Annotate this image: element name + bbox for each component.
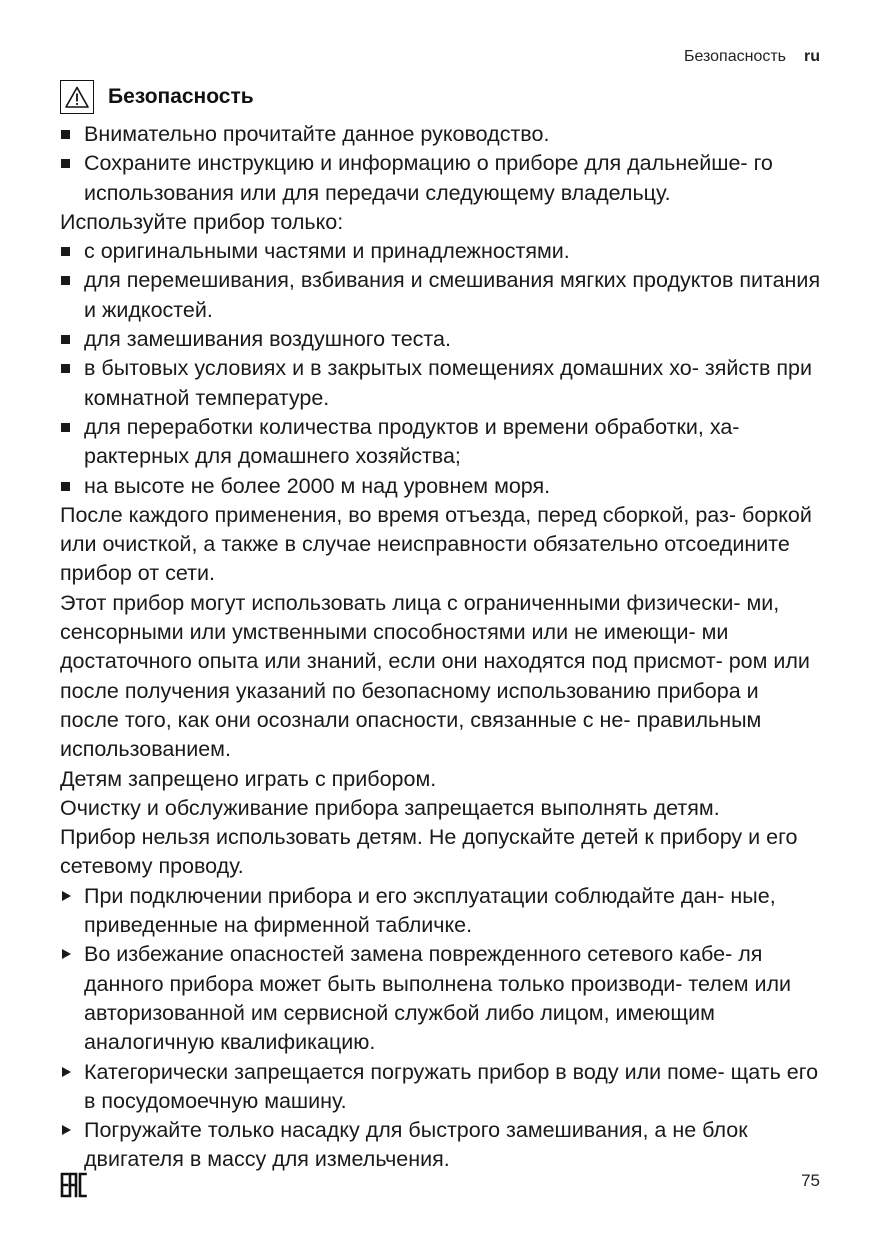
intro-list xyxy=(60,120,822,208)
page-number: 75 xyxy=(801,1171,820,1190)
eac-certification-mark xyxy=(60,1172,88,1203)
use-only-label: Используйте прибор только: xyxy=(60,209,344,234)
paragraph-children-cleaning: Очистку и обслуживание прибора запрещается выполнять детям. xyxy=(60,795,720,820)
use-list xyxy=(60,237,822,501)
running-header xyxy=(684,48,820,66)
instruction-item: Категорически запрещается погружать прибор в воду или поме- щать его в посудомоечную машину. xyxy=(60,1058,822,1117)
use-item: на высоте не более 2000 м над уровнем моря. xyxy=(60,472,822,501)
use-item: для переработки количества продуктов и времени обработки, ха- рактерных для домашнего хозяйства; xyxy=(60,413,822,472)
use-item: в бытовых условиях и в закрытых помещениях домашних хо- зяйств при комнатной температуре. xyxy=(60,354,822,413)
paragraph-limited-abilities: Этот прибор могут использовать лица с ограниченными физически- ми, сенсорными или умственными способностями или не имеющи- ми достаточного опыта или знаний, если они находятся под присмот- ром или после получения указаний по безопасному использованию прибора и после того, как они осознали опасности, связанные с не- правильным использованием. xyxy=(60,590,810,762)
paragraph-children-use: Прибор нельзя использовать детям. Не допускайте детей к прибору и его сетевому проводу. xyxy=(60,825,798,879)
use-item: с оригинальными частями и принадлежностями. xyxy=(60,237,822,266)
section-title: Безопасность xyxy=(108,85,254,108)
document-body xyxy=(60,120,822,1175)
warning-triangle-icon xyxy=(60,80,94,114)
paragraph-children-play: Детям запрещено играть с прибором. xyxy=(60,766,437,791)
running-header-language: ru xyxy=(804,48,820,65)
instruction-list xyxy=(60,882,822,1175)
intro-item: Сохраните инструкцию и информацию о приборе для дальнейше- го использования или для передачи следующему владельцу. xyxy=(60,149,822,208)
section-heading xyxy=(60,80,254,114)
instruction-item: Погружайте только насадку для быстрого замешивания, а не блок двигателя в массу для измельчения. xyxy=(60,1116,822,1175)
use-item: для замешивания воздушного теста. xyxy=(60,325,822,354)
use-item: для перемешивания, взбивания и смешивания мягких продуктов питания и жидкостей. xyxy=(60,266,822,325)
instruction-item: При подключении прибора и его эксплуатации соблюдайте дан- ные, приведенные на фирменной табличке. xyxy=(60,882,822,941)
instruction-item: Во избежание опасностей замена поврежденного сетевого кабе- ля данного прибора может быть выполнена только производи- телем или авторизованной им сервисной службой либо лицом, имеющим аналогичную квалификацию. xyxy=(60,940,822,1057)
intro-item: Внимательно прочитайте данное руководство. xyxy=(60,120,822,149)
paragraph-disconnect: После каждого применения, во время отъезда, перед сборкой, раз- боркой или очисткой, а также в случае неисправности обязательно отсоедините прибор от сети. xyxy=(60,502,812,586)
running-header-section: Безопасность xyxy=(683,48,786,65)
